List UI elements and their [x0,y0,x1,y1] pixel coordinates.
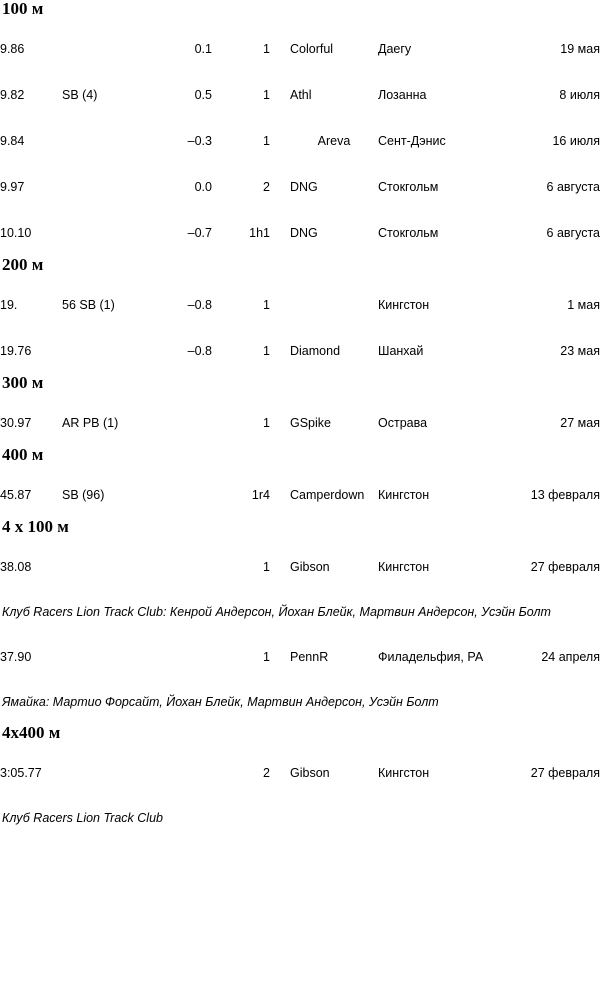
cell-place: 1 [263,88,270,102]
cell-place: 1 [263,134,270,148]
cell-date: 1 мая [567,298,600,312]
cell-city: Сент-Дэнис [378,134,446,148]
cell-pad2 [270,118,290,164]
cell-mark: 38.08 [0,560,32,574]
table-row [0,26,600,72]
cell-place: 1 [263,344,270,358]
cell-meet: Diamond [290,344,341,358]
section-title: 300 м [2,373,44,392]
cell-note [62,634,160,680]
cell-place: 1h1 [249,226,270,240]
cell-city: Кингстон [378,560,430,574]
section-title: 4х400 м [2,723,61,742]
section-title: 4 х 100 м [2,517,69,536]
table-row [0,400,600,446]
cell-mark: 10.10 [0,226,32,240]
cell-meet: Athl [290,88,312,102]
cell-date: 24 апреля [541,650,600,664]
cell-city: Острава [378,416,428,430]
table-row [0,328,600,374]
cell-wind: –0.8 [187,344,212,358]
section-title: 100 м [2,0,44,18]
cell-wind: 0.0 [194,180,212,194]
table-row [0,750,600,796]
cell-place: 1r4 [251,488,270,502]
cell-mark: 9.86 [0,42,25,56]
results-table-4x100m [0,544,600,590]
cell-place: 1 [263,416,270,430]
cell-pad2 [270,750,290,796]
cell-pad2 [270,26,290,72]
cell-note: SB (96) [62,488,105,502]
results-table-4x100m-b [0,634,600,680]
cell-city: Кингстон [378,298,430,312]
cell-note [62,26,160,72]
cell-mark: 3:05.77 [0,766,42,780]
cell-pad2 [270,472,290,518]
results-table-100m [0,26,600,256]
table-row [0,634,600,680]
cell-mark: 9.84 [0,134,25,148]
cell-note: AR PB (1) [62,416,119,430]
cell-wind [160,634,212,680]
cell-wind [160,472,212,518]
cell-mark: 37.90 [0,650,32,664]
team-note: Ямайка: Мартио Форсайт, Йохан Блейк, Мартвин Андерсон, Усэйн Болт [2,695,439,709]
cell-pad2 [270,544,290,590]
cell-date: 19 мая [560,42,600,56]
cell-pad2 [270,164,290,210]
cell-wind [160,750,212,796]
table-row [0,210,600,256]
cell-city: Стокгольм [378,180,439,194]
cell-note [62,164,160,210]
cell-city: Дaeгy [378,42,412,56]
cell-pad [212,26,236,72]
results-table-4x400m [0,750,600,796]
cell-city: Стокгольм [378,226,439,240]
cell-pad [212,210,236,256]
cell-wind [160,400,212,446]
cell-pad [212,472,236,518]
cell-date: 8 июля [559,88,600,102]
cell-note [62,750,160,796]
section-heading-4x100m [0,518,600,544]
cell-note [62,118,160,164]
table-row [0,118,600,164]
cell-mark: 9.97 [0,180,25,194]
cell-pad2 [270,72,290,118]
cell-note [62,544,160,590]
cell-date: 27 мая [560,416,600,430]
cell-date: 27 февраля [530,766,600,780]
cell-pad2 [270,400,290,446]
cell-meet: Gibson [290,560,330,574]
table-row [0,282,600,328]
cell-date: 23 мая [560,344,600,358]
cell-pad [212,750,236,796]
cell-city: Шанхай [378,344,424,358]
cell-place: 1 [263,560,270,574]
cell-wind: 0.5 [194,88,212,102]
team-note: Клуб Racers Lion Track Club [2,811,163,825]
cell-city: Кингстон [378,488,430,502]
cell-wind: –0.8 [187,298,212,312]
section-heading-4x400m [0,724,600,750]
cell-date: 13 февраля [530,488,600,502]
cell-meet: Gibson [290,766,330,780]
section-title: 200 м [2,255,44,274]
section-heading-200m [0,256,600,282]
cell-place: 2 [263,766,270,780]
cell-meet: GSpike [290,416,331,430]
cell-date: 6 августа [546,226,600,240]
cell-pad [212,634,236,680]
results-table-300m [0,400,600,446]
cell-mark: 30.97 [0,416,32,430]
section-title: 400 м [2,445,44,464]
cell-pad [212,72,236,118]
team-note: Клуб Racers Lion Track Club: Кенрой Андерсон, Йохан Блейк, Мартвин Андерсон, Усэйн Болт [2,605,551,619]
cell-meet: Areva [317,134,351,148]
cell-meet: DNG [290,226,318,240]
cell-city: Кингстон [378,766,430,780]
cell-place: 1 [263,650,270,664]
cell-pad [212,544,236,590]
cell-mark: 19. [0,298,18,312]
cell-city: Филадельфия, РА [378,650,484,664]
cell-pad2 [270,282,290,328]
cell-date: 6 августа [546,180,600,194]
cell-place: 2 [263,180,270,194]
table-row [0,72,600,118]
cell-pad2 [270,328,290,374]
cell-wind: 0.1 [194,42,212,56]
cell-meet [290,282,378,328]
results-table-200m [0,282,600,374]
cell-note [62,210,160,256]
cell-date: 27 февраля [530,560,600,574]
cell-place: 1 [263,298,270,312]
cell-meet: DNG [290,180,318,194]
cell-meet: PennR [290,650,329,664]
cell-mark: 45.87 [0,488,32,502]
cell-date: 16 июля [552,134,600,148]
cell-city: Лозанна [378,88,427,102]
section-heading-300m [0,374,600,400]
cell-pad2 [270,634,290,680]
cell-pad [212,400,236,446]
cell-note: 56 SB (1) [62,298,115,312]
cell-pad [212,118,236,164]
section-heading-400m [0,446,600,472]
cell-wind: –0.7 [187,226,212,240]
cell-place: 1 [263,42,270,56]
table-row [0,164,600,210]
cell-note: SB (4) [62,88,98,102]
results-table-400m [0,472,600,518]
table-row [0,544,600,590]
table-row [0,472,600,518]
cell-mark: 9.82 [0,88,25,102]
section-heading-100m [0,0,600,26]
cell-wind [160,544,212,590]
cell-wind: –0.3 [187,134,212,148]
cell-pad [212,282,236,328]
cell-pad2 [270,210,290,256]
cell-mark: 19.76 [0,344,32,358]
cell-pad [212,328,236,374]
cell-pad [212,164,236,210]
cell-meet: Camperdown [290,488,365,502]
cell-note [62,328,160,374]
cell-meet: Colorful [290,42,334,56]
